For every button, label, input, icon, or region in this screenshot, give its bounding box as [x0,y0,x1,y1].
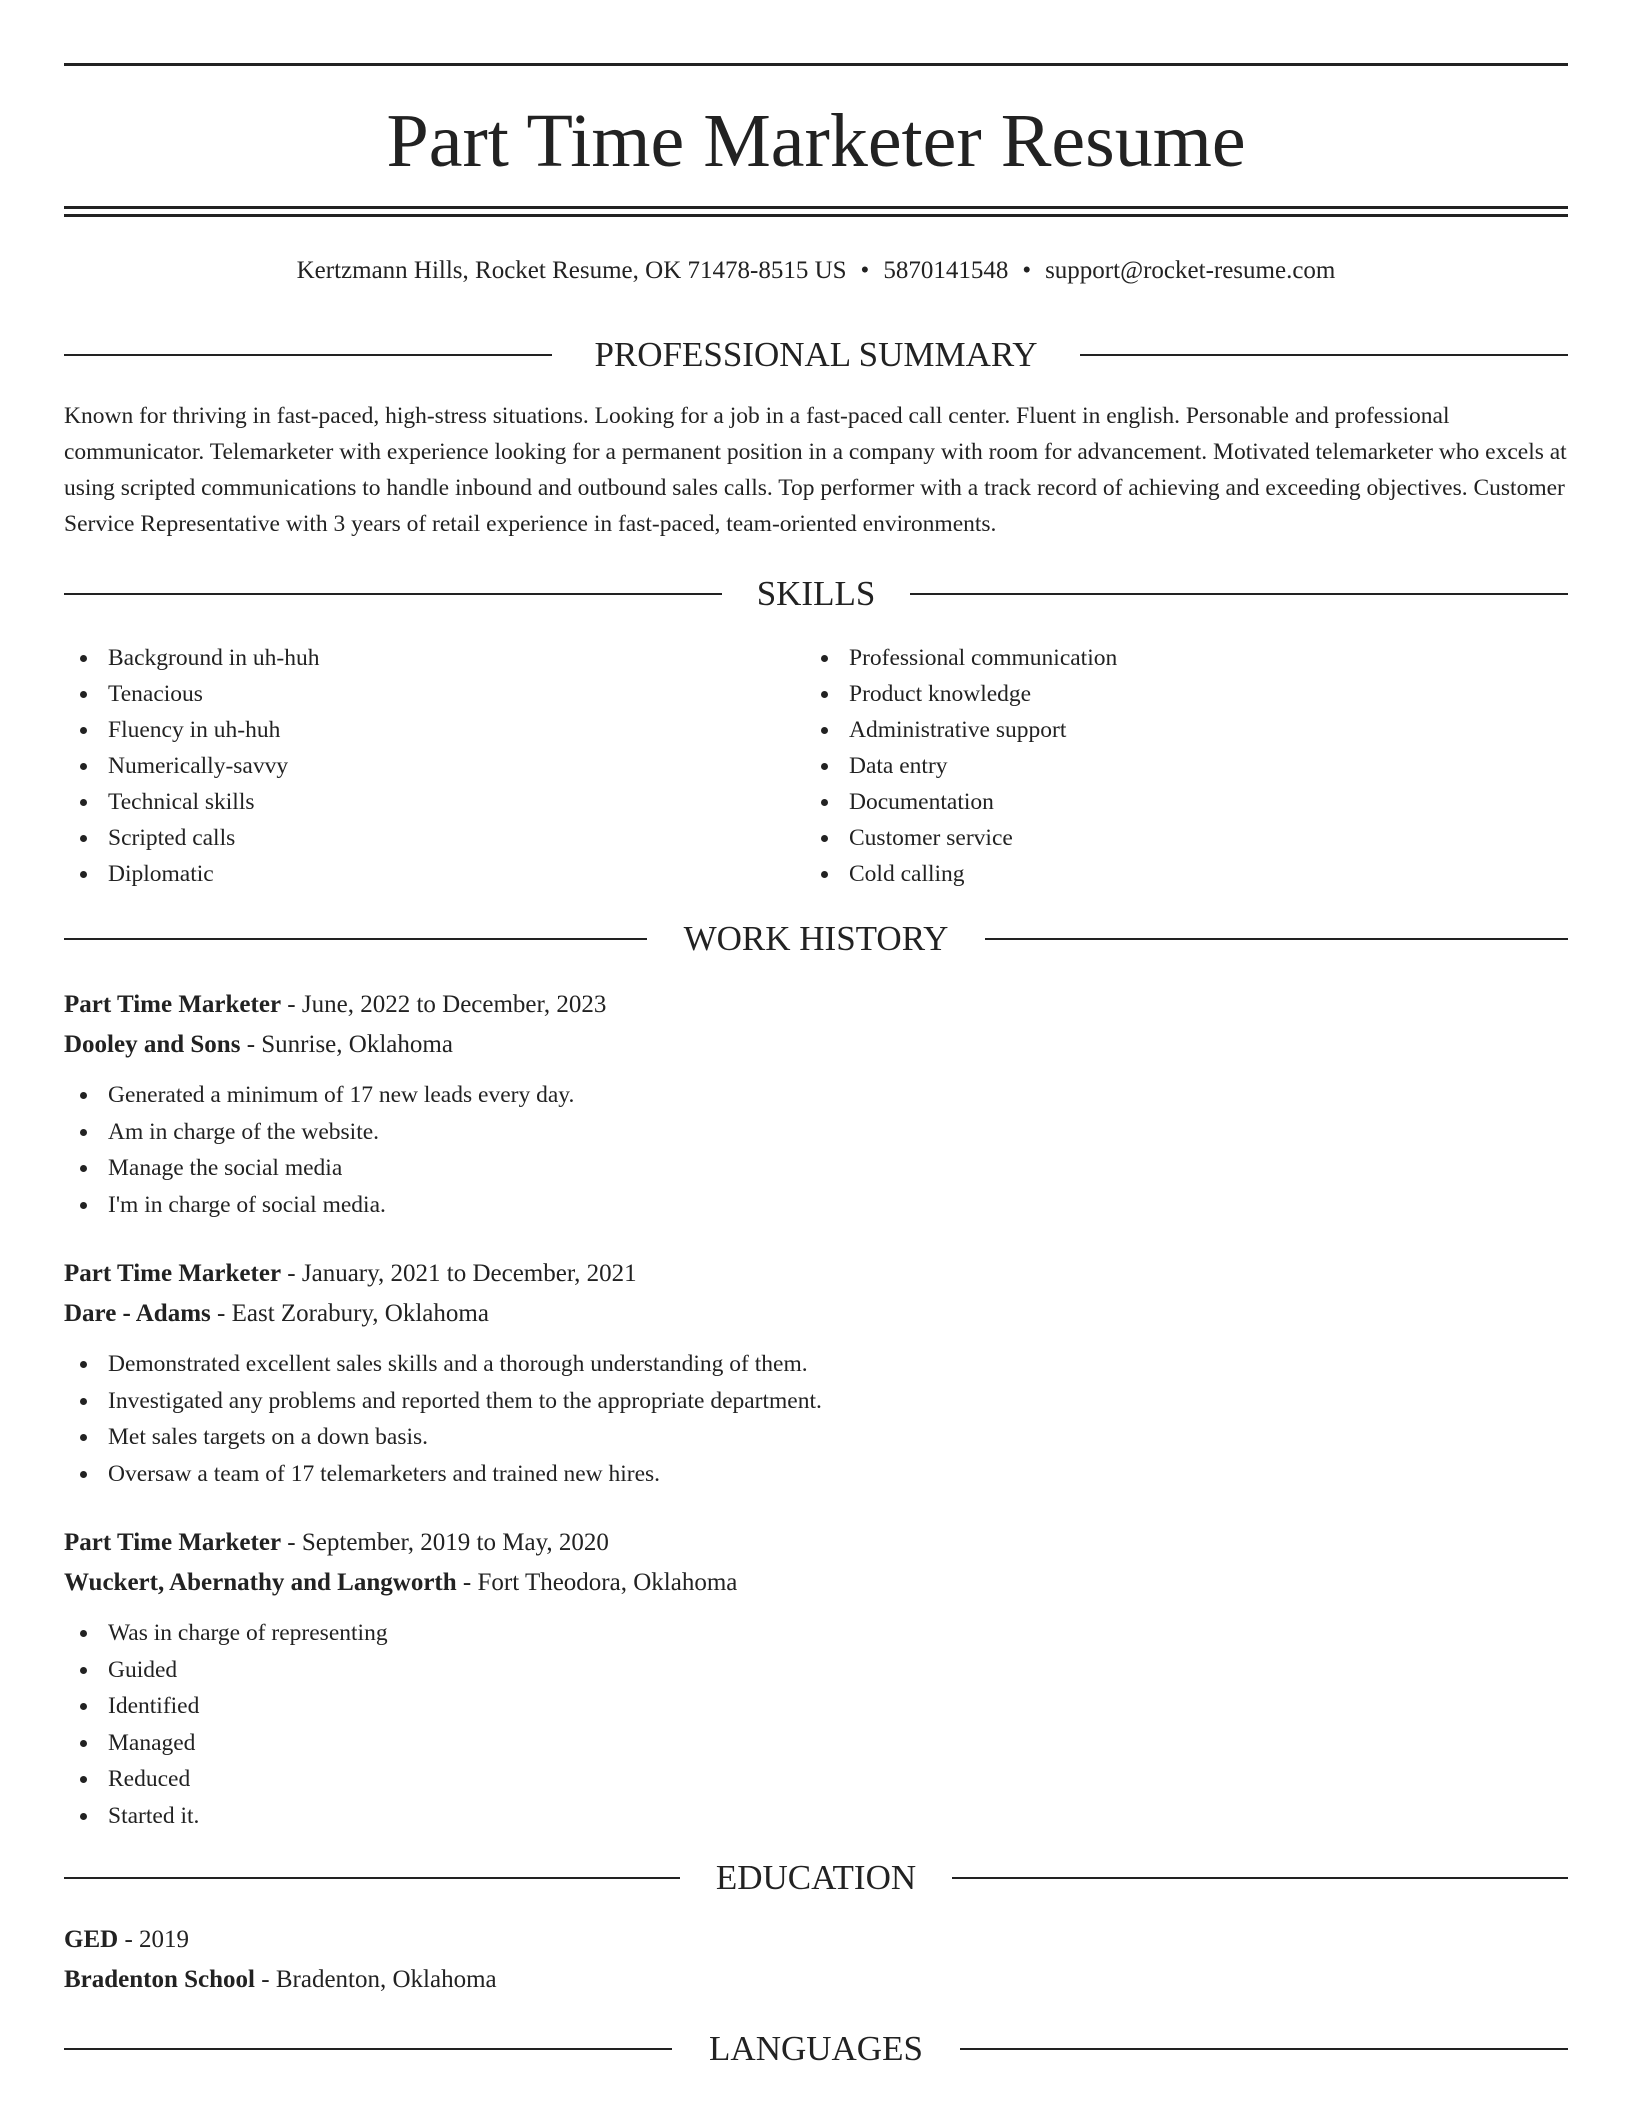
contact-separator: • [1022,257,1032,284]
dash: - [217,1300,226,1327]
job-company: Dare - Adams [64,1300,211,1327]
skill-item: Product knowledge [805,676,1565,712]
job-location: Sunrise, Oklahoma [261,1031,453,1058]
work-entry [64,1523,1568,1834]
job-bullet: Started it. [64,1798,1568,1835]
section-heading-work [64,917,1568,961]
title-rule-upper [64,206,1568,209]
job-title: Part Time Marketer [64,1260,282,1287]
job-bullets [64,1346,1568,1492]
education-degree: GED [64,1926,119,1953]
dash: - [287,991,296,1018]
job-bullet: Generated a minimum of 17 new leads every day. [64,1077,1568,1114]
job-dates: September, 2019 to May, 2020 [301,1529,609,1556]
skill-item: Fluency in uh-huh [64,712,764,748]
job-bullet: Investigated any problems and reported them to the appropriate department. [64,1383,1568,1420]
dash: - [462,1569,472,1596]
section-title: LANGUAGES [677,2029,955,2068]
skill-item: Professional communication [805,640,1565,676]
contact-email: support@rocket-resume.com [1045,257,1336,284]
job-title: Part Time Marketer [64,1529,282,1556]
job-company: Dooley and Sons [64,1031,241,1058]
job-bullet: Reduced [64,1761,1568,1798]
work-entry [64,1254,1568,1492]
education-location: Bradenton, Oklahoma [275,1966,497,1993]
job-bullets [64,1077,1568,1223]
top-rule [64,63,1568,66]
skill-item: Customer service [805,820,1565,856]
page-title: Part Time Marketer Resume [386,99,1246,183]
job-bullet: Identified [64,1688,1568,1725]
skills-list-left [64,640,764,892]
section-heading-languages [64,2027,1568,2071]
section-heading-education [64,1856,1568,1900]
job-bullet: Oversaw a team of 17 telemarketers and trained new hires. [64,1456,1568,1493]
skill-item: Tenacious [64,676,764,712]
skill-item: Background in uh-huh [64,640,764,676]
job-dates: June, 2022 to December, 2023 [301,991,607,1018]
job-bullet: Met sales targets on a down basis. [64,1419,1568,1456]
skill-item: Administrative support [805,712,1565,748]
summary-text: Known for thriving in fast-paced, high-stress situations. Looking for a job in a fast-paced call center. Fluent in english. Personable and professional communicator. Telemarketer with experience looking for a permanent position in a company with room for advancement. Motivated telemarketer who excels at using scripted communications to handle inbound and outbound sales calls. Top performer with a track record of achieving and exceeding objectives. Customer Service Representative with 3 years of retail experience in fast-paced, team-oriented environments. [64,403,1567,537]
job-bullet: I'm in charge of social media. [64,1187,1568,1224]
dash: - [246,1031,256,1058]
job-bullet: Demonstrated excellent sales skills and a thorough understanding of them. [64,1346,1568,1383]
skill-item: Cold calling [805,856,1565,892]
dash: - [124,1926,133,1953]
education-entry [64,1920,1568,2000]
skill-item: Data entry [805,748,1565,784]
section-heading-skills [64,572,1568,616]
skill-item: Numerically-savvy [64,748,764,784]
contact-separator: • [860,257,870,284]
dash: - [261,1966,270,1993]
job-location: Fort Theodora, Oklahoma [477,1569,738,1596]
section-title: WORK HISTORY [652,919,981,958]
education-school: Bradenton School [64,1966,256,1993]
contact-line [64,254,1568,288]
job-bullet: Managed [64,1725,1568,1762]
contact-address: Kertzmann Hills, Rocket Resume, OK 71478-8515 US [296,257,847,284]
work-entry [64,985,1568,1223]
skill-item: Diplomatic [64,856,764,892]
job-dates: January, 2021 to December, 2021 [301,1260,637,1287]
skill-item: Technical skills [64,784,764,820]
job-bullets [64,1615,1568,1834]
section-title: EDUCATION [684,1858,948,1897]
section-heading-summary [64,333,1568,377]
job-company: Wuckert, Abernathy and Langworth [64,1569,457,1596]
dash: - [287,1260,296,1287]
job-bullet: Manage the social media [64,1150,1568,1187]
job-bullet: Guided [64,1652,1568,1689]
skill-item: Documentation [805,784,1565,820]
skill-item: Scripted calls [64,820,764,856]
skills-list-right [805,640,1565,892]
education-year: 2019 [139,1926,190,1953]
job-bullet: Am in charge of the website. [64,1114,1568,1151]
dash: - [287,1529,296,1556]
job-location: East Zorabury, Oklahoma [231,1300,489,1327]
section-title: PROFESSIONAL SUMMARY [562,335,1069,374]
section-title: SKILLS [725,574,908,613]
job-bullet: Was in charge of representing [64,1615,1568,1652]
job-title: Part Time Marketer [64,991,282,1018]
title-rule-lower [64,214,1568,217]
contact-phone: 5870141548 [883,257,1009,284]
